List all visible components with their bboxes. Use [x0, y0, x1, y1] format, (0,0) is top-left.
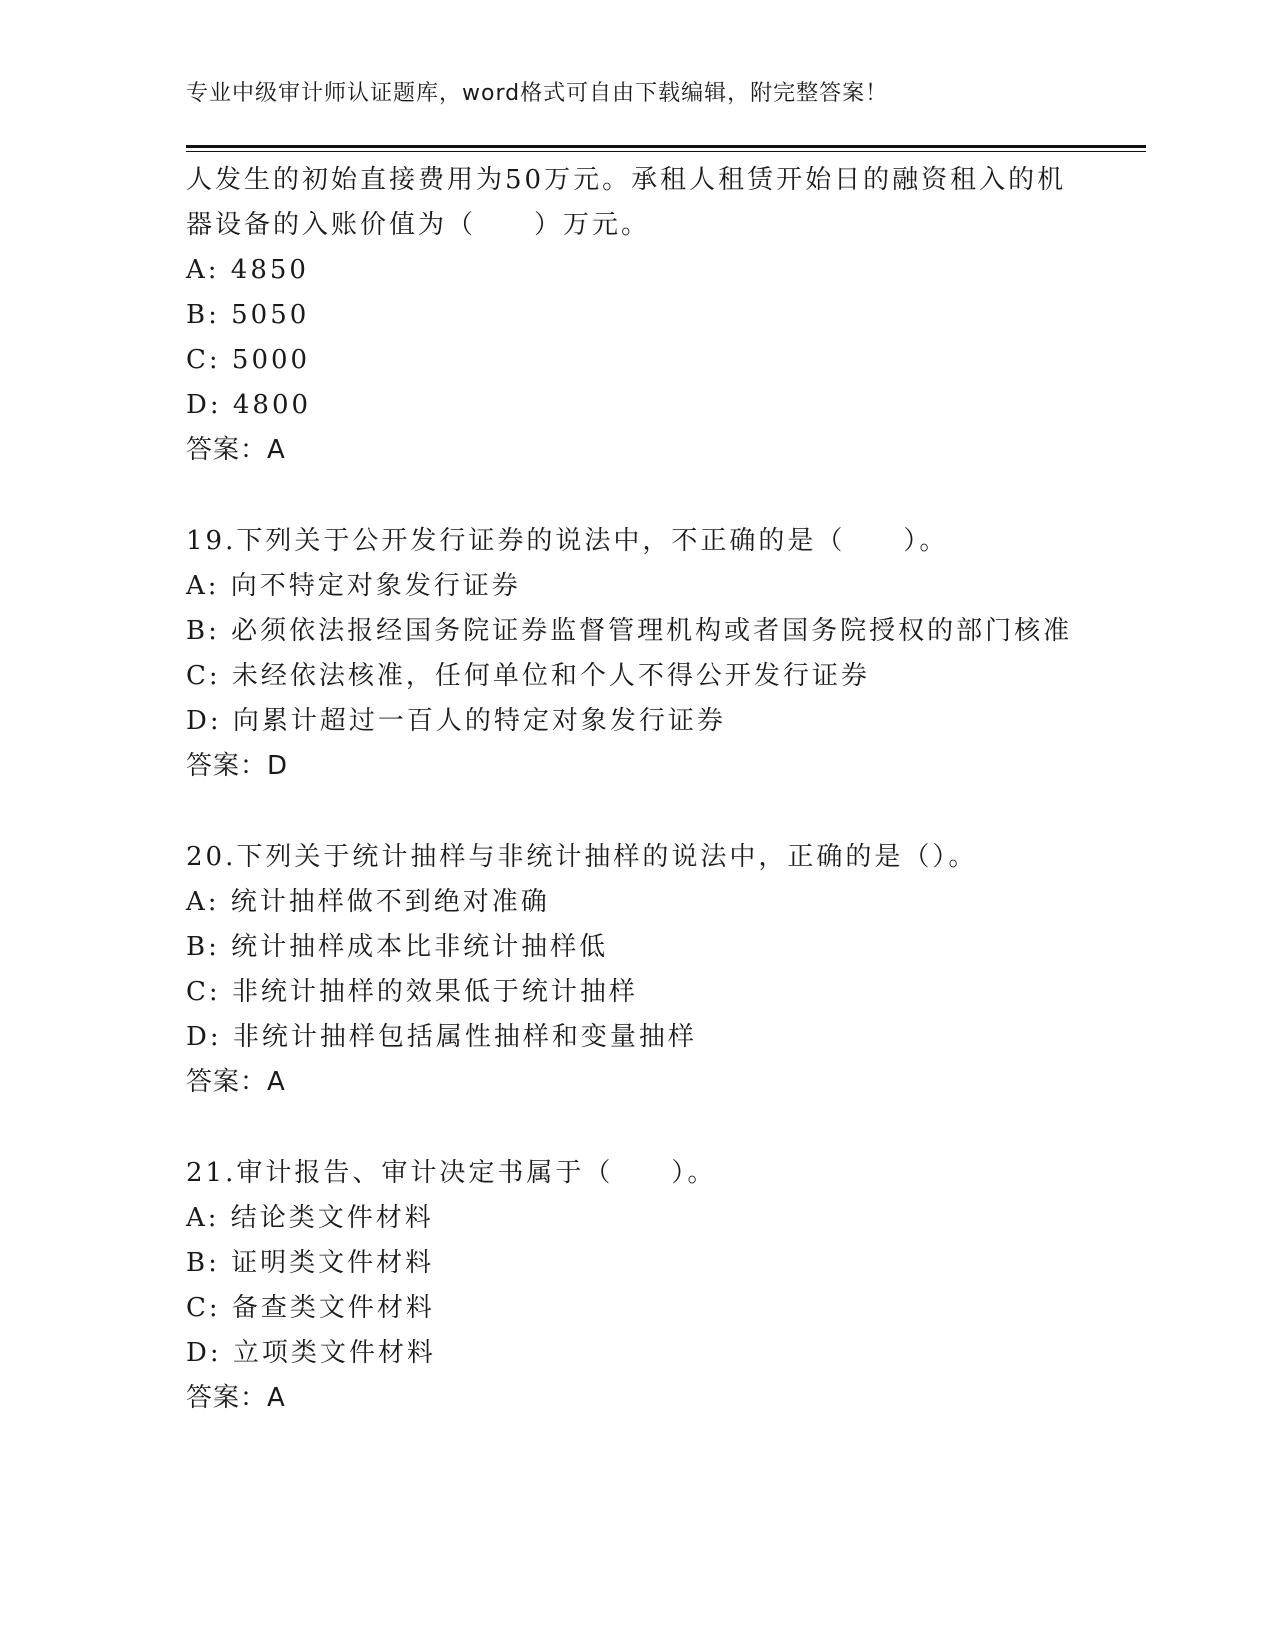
answer: 答案：A — [186, 1383, 286, 1413]
option-c: C: 5000 — [186, 345, 311, 375]
option-d: D: 立项类文件材料 — [186, 1338, 436, 1368]
header-rule-thin — [186, 151, 1146, 152]
question-continuation — [186, 158, 1086, 473]
question-stem: 21.审计报告、审计决定书属于（ ）。 — [186, 1158, 717, 1188]
option-c: C: 未经依法核准，任何单位和个人不得公开发行证券 — [186, 661, 870, 691]
question-21 — [186, 1151, 1086, 1421]
option-d: D: 4800 — [186, 390, 312, 420]
spacer — [186, 473, 1086, 519]
option-b: B: 5050 — [186, 300, 310, 330]
option-d: D: 非统计抽样包括属性抽样和变量抽样 — [186, 1022, 697, 1052]
question-20 — [186, 835, 1086, 1105]
option-d: D: 向累计超过一百人的特定对象发行证券 — [186, 706, 726, 736]
option-a: A: 结论类文件材料 — [186, 1203, 434, 1233]
option-a: A: 4850 — [186, 255, 309, 285]
question-stem-line: 器设备的入账价值为（ ）万元。 — [186, 210, 651, 240]
option-a: A: 向不特定对象发行证券 — [186, 571, 521, 601]
question-stem-line: 人发生的初始直接费用为50万元。承租人租赁开始日的融资租入的机 — [186, 165, 1067, 195]
answer: 答案：A — [186, 435, 286, 465]
spacer — [186, 789, 1086, 835]
option-b: B: 证明类文件材料 — [186, 1248, 435, 1278]
question-19 — [186, 519, 1086, 789]
answer: 答案：A — [186, 1067, 286, 1097]
option-b: B: 必须依法报经国务院证券监督管理机构或者国务院授权的部门核准 — [186, 616, 1073, 646]
option-a: A: 统计抽样做不到绝对准确 — [186, 887, 550, 917]
option-b: B: 统计抽样成本比非统计抽样低 — [186, 932, 609, 962]
page-content — [186, 158, 1086, 1421]
question-stem: 20.下列关于统计抽样与非统计抽样的说法中，正确的是（）。 — [186, 842, 978, 872]
header-rule-thick — [186, 145, 1146, 148]
option-c: C: 非统计抽样的效果低于统计抽样 — [186, 977, 638, 1007]
page-header: 专业中级审计师认证题库，word格式可自由下载编辑，附完整答案！ — [186, 81, 889, 106]
spacer — [186, 1105, 1086, 1151]
answer: 答案：D — [186, 751, 289, 781]
option-c: C: 备查类文件材料 — [186, 1293, 435, 1323]
question-stem: 19.下列关于公开发行证券的说法中，不正确的是（ ）。 — [186, 526, 949, 556]
